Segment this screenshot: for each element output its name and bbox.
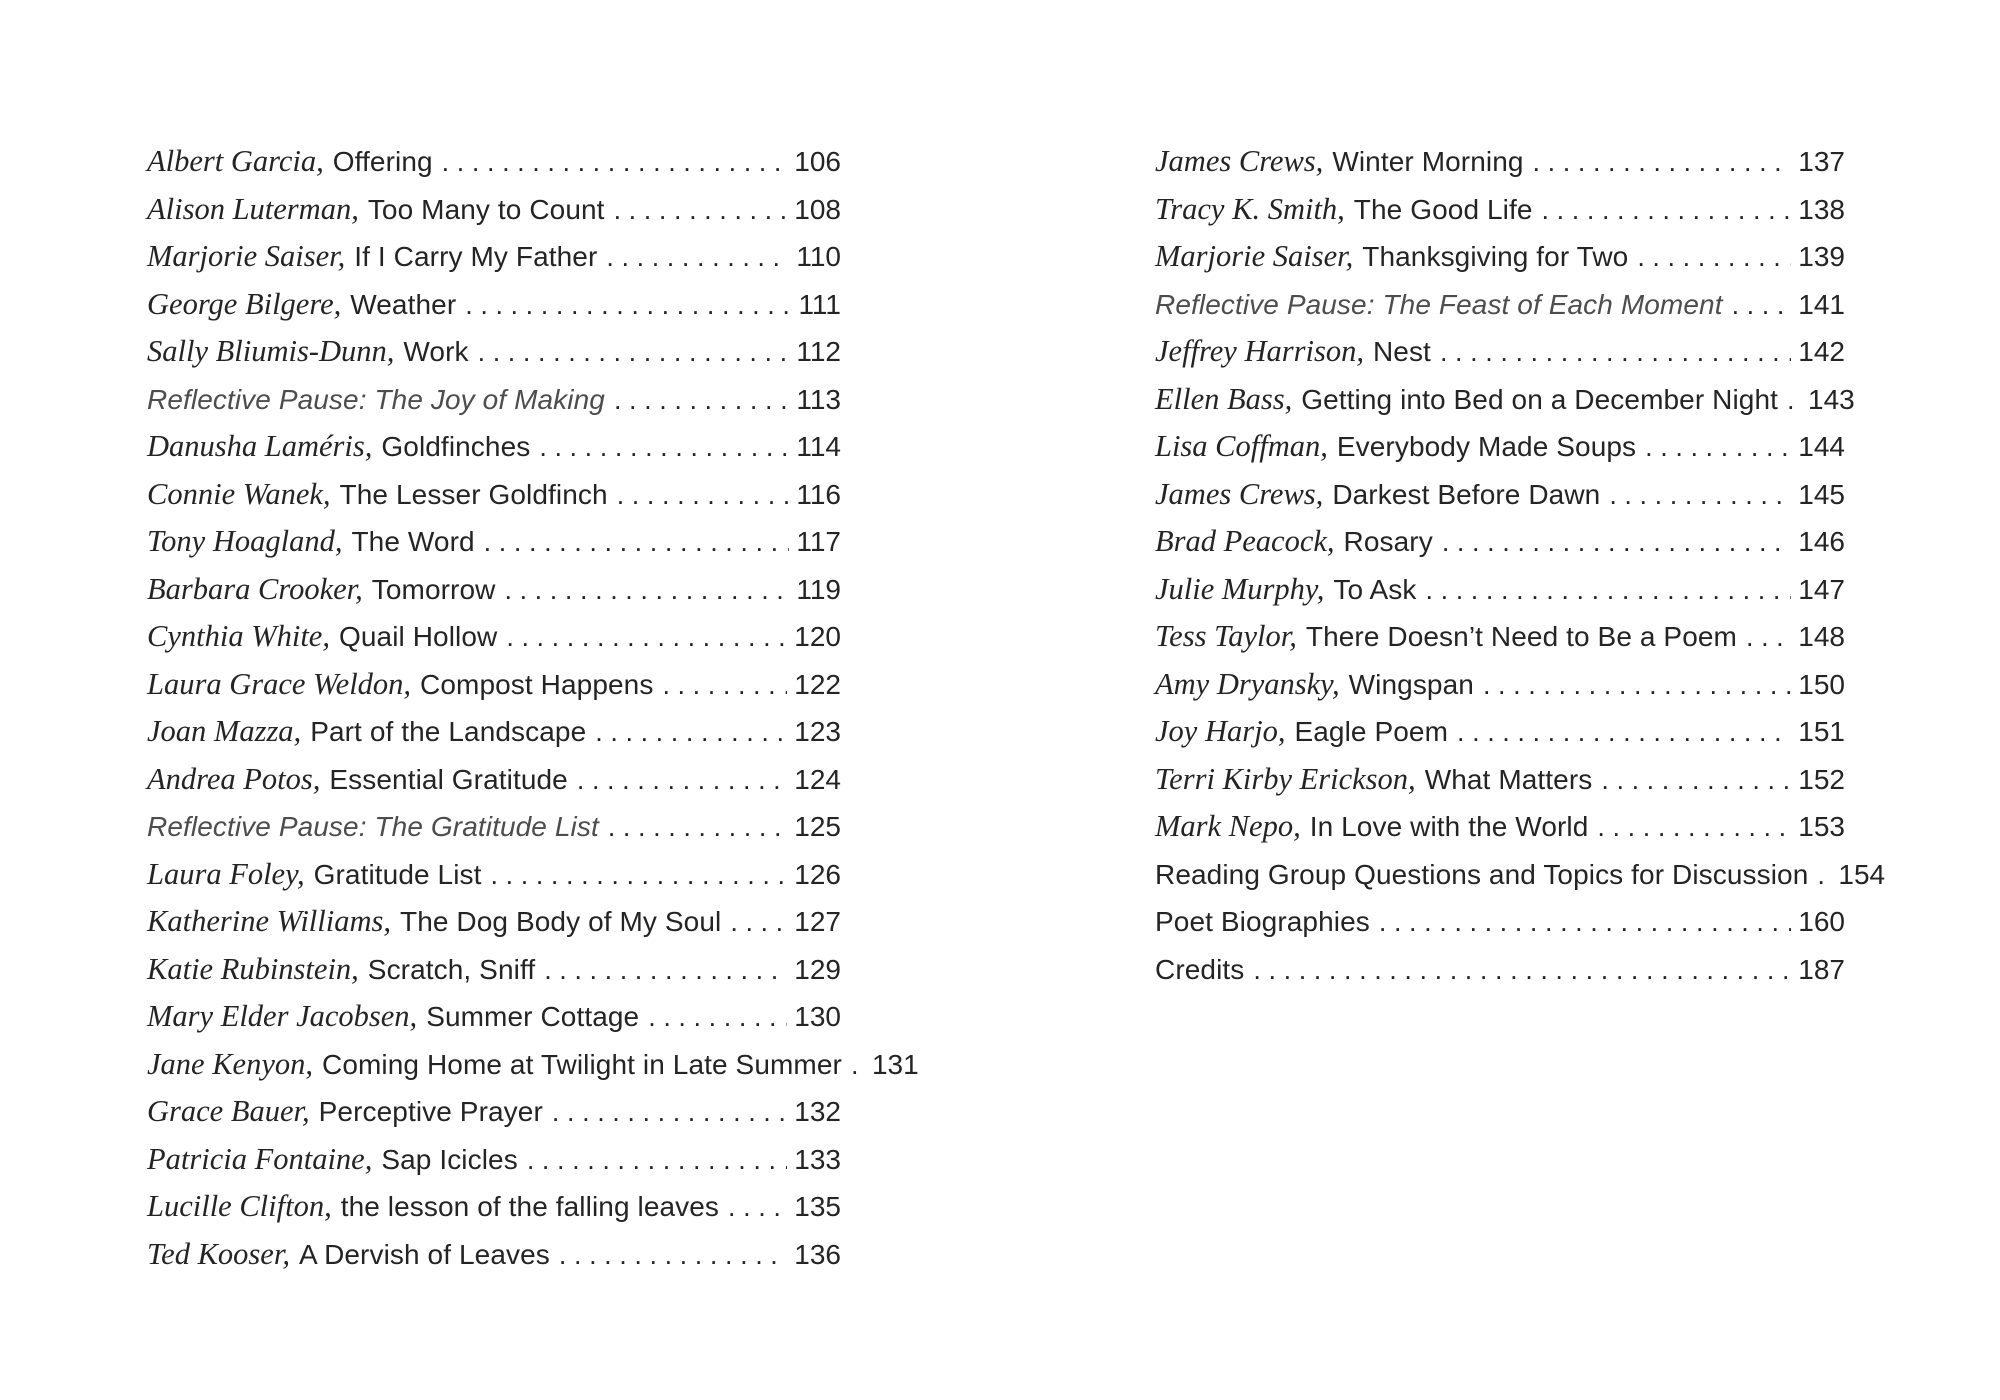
dot-leader [730, 898, 787, 947]
toc-entry [147, 138, 841, 186]
dot-leader [1637, 233, 1791, 282]
entry-page-number: 143 [1808, 383, 1855, 415]
entry-title: Everybody Made Soups [1336, 431, 1637, 462]
entry-page-number: 113 [796, 383, 841, 415]
dot-leader [1440, 328, 1791, 377]
dot-leader [552, 1088, 787, 1137]
entry-page-number: 131 [871, 1048, 919, 1080]
entry-author: Grace Bauer, [147, 1094, 310, 1128]
entry-page-number: 129 [794, 953, 841, 985]
dot-leader [465, 281, 791, 330]
entry-page-number: 116 [796, 478, 841, 510]
entry-page-number: 146 [1798, 526, 1845, 557]
entry-author: Barbara Crooker, [147, 571, 363, 606]
entry-author: James Crews, [1155, 476, 1324, 511]
entry-author: Lucille Clifton, [147, 1189, 332, 1223]
entry-page-number: 110 [796, 241, 841, 272]
entry-author: Albert Garcia, [147, 144, 324, 178]
entry-author: Sally Bliumis-Dunn, [147, 334, 395, 368]
entry-page-number: 150 [1798, 668, 1845, 700]
entry-page-number: 147 [1798, 573, 1845, 605]
toc-entry [147, 186, 841, 234]
entry-page-number: 145 [1798, 478, 1845, 510]
dot-leader [1253, 946, 1791, 995]
entry-author: Ted Kooser, [147, 1236, 290, 1271]
entry-page-number: 108 [794, 193, 841, 225]
entry-author: Tess Taylor, [1155, 619, 1297, 653]
entry-page-number: 106 [794, 146, 841, 177]
entry-title: Darkest Before Dawn [1332, 478, 1601, 510]
entry-page-number: 117 [796, 526, 841, 557]
entry-title: Work [403, 336, 469, 367]
entry-title: Eagle Poem [1294, 716, 1448, 747]
entry-title: What Matters [1424, 763, 1593, 795]
toc-entry [1155, 423, 1845, 471]
entry-page-number: 152 [1798, 763, 1845, 795]
entry-author: Terri Kirby Erickson, [1155, 761, 1416, 796]
dot-leader [1817, 851, 1831, 900]
entry-page-number: 151 [1798, 716, 1845, 747]
entry-page-number: 187 [1798, 953, 1845, 985]
toc-entry [147, 423, 841, 471]
entry-page-number: 160 [1798, 906, 1845, 937]
dot-leader [648, 993, 787, 1042]
toc-entry [147, 1088, 841, 1136]
dot-leader [1542, 186, 1792, 235]
entry-title: Reflective Pause: The Joy of Making [147, 383, 605, 415]
entry-title: the lesson of the falling leaves [340, 1191, 720, 1222]
dot-leader [851, 1041, 865, 1090]
entry-author: Alison Luterman, [147, 191, 359, 226]
dot-leader [606, 233, 789, 282]
toc-entry [147, 708, 841, 756]
dot-leader [442, 138, 788, 187]
toc-entry [147, 898, 841, 946]
entry-title: Reflective Pause: The Feast of Each Moment [1155, 288, 1723, 320]
entry-title: Rosary [1343, 526, 1433, 557]
entry-page-number: 120 [794, 621, 841, 652]
entry-author: Jeffrey Harrison, [1155, 334, 1364, 368]
entry-author: Katie Rubinstein, [147, 951, 359, 986]
entry-page-number: 133 [794, 1143, 841, 1175]
entry-title: Getting into Bed on a December Night [1301, 383, 1779, 415]
entry-author: Patricia Fontaine, [147, 1141, 373, 1176]
dot-leader [1645, 423, 1791, 472]
entry-page-number: 123 [794, 716, 841, 747]
toc-entry [147, 803, 841, 851]
dot-leader [506, 613, 787, 662]
entry-author: Cynthia White, [147, 619, 330, 653]
entry-page-number: 111 [798, 288, 841, 320]
dot-leader [544, 946, 787, 995]
entry-title: Goldfinches [381, 431, 531, 462]
toc-entry [147, 1183, 841, 1231]
toc-entry [147, 471, 841, 519]
dot-leader [1732, 281, 1792, 330]
entry-title: Too Many to Count [367, 193, 605, 225]
toc-entry [1155, 328, 1845, 376]
entry-title: In Love with the World [1309, 811, 1589, 842]
toc-entry [147, 566, 841, 614]
entry-page-number: 144 [1798, 431, 1845, 462]
toc-entry [1155, 946, 1845, 994]
dot-leader [1379, 898, 1791, 947]
entry-author: Andrea Potos, [147, 761, 321, 796]
toc-entry [1155, 708, 1845, 756]
dot-leader [1483, 661, 1791, 710]
entry-page-number: 124 [794, 763, 841, 795]
entry-author: Katherine Williams, [147, 904, 391, 938]
toc-entry [1155, 186, 1845, 234]
entry-author: Ellen Bass, [1155, 381, 1293, 416]
entry-author: Marjorie Saiser, [147, 239, 346, 273]
toc-entry [1155, 661, 1845, 709]
entry-page-number: 126 [794, 858, 841, 890]
entry-title: The Lesser Goldfinch [339, 478, 608, 510]
entry-title: Thanksgiving for Two [1362, 241, 1629, 272]
entry-author: Tony Hoagland, [147, 524, 343, 558]
dot-leader [1597, 803, 1791, 852]
entry-author: Laura Grace Weldon, [147, 666, 412, 701]
entry-title: Gratitude List [313, 858, 482, 890]
entry-title: Perceptive Prayer [318, 1096, 543, 1127]
dot-leader [1746, 613, 1791, 662]
entry-author: Connie Wanek, [147, 476, 331, 511]
toc-entry [147, 328, 841, 376]
toc-entry [1155, 518, 1845, 566]
toc-entry [147, 376, 841, 424]
entry-title: Tomorrow [371, 573, 496, 605]
entry-title: Poet Biographies [1155, 906, 1370, 937]
entry-page-number: 127 [794, 906, 841, 937]
entry-title: The Good Life [1353, 193, 1533, 225]
entry-title: Reflective Pause: The Gratitude List [147, 811, 599, 842]
entry-title: Compost Happens [420, 668, 654, 700]
toc-entry [147, 1231, 841, 1279]
toc-entry [147, 946, 841, 994]
entry-author: Mark Nepo, [1155, 809, 1301, 843]
entry-author: Danusha Laméris, [147, 429, 373, 463]
entry-title: Sap Icicles [381, 1143, 518, 1175]
entry-page-number: 148 [1798, 621, 1845, 652]
toc-entry [147, 518, 841, 566]
entry-page-number: 114 [796, 431, 841, 462]
toc-entry [1155, 851, 1886, 899]
entry-author: Jane Kenyon, [147, 1046, 313, 1081]
entry-page-number: 153 [1798, 811, 1845, 842]
toc-entry [147, 281, 841, 329]
entry-author: George Bilgere, [147, 286, 342, 321]
dot-leader [608, 803, 787, 852]
entry-page-number: 142 [1798, 336, 1845, 367]
toc-entry [1155, 898, 1845, 946]
dot-leader [614, 186, 788, 235]
dot-leader [577, 756, 787, 805]
entry-page-number: 154 [1838, 858, 1886, 890]
toc-entry [147, 993, 841, 1041]
toc-entry [1155, 471, 1845, 519]
entry-title: There Doesn’t Need to Be a Poem [1305, 621, 1737, 652]
dot-leader [559, 1231, 787, 1280]
entry-author: Mary Elder Jacobsen, [147, 999, 418, 1033]
toc-entry [1155, 803, 1845, 851]
entry-page-number: 141 [1798, 288, 1845, 320]
dot-leader [527, 1136, 787, 1185]
toc-entry [147, 756, 841, 804]
dot-leader [1457, 708, 1791, 757]
toc-entry [147, 233, 841, 281]
entry-author: Marjorie Saiser, [1155, 239, 1354, 273]
dot-leader [1609, 471, 1791, 520]
dot-leader [491, 851, 788, 900]
entry-page-number: 122 [794, 668, 841, 700]
entry-page-number: 112 [796, 336, 841, 367]
entry-title: To Ask [1333, 573, 1417, 605]
entry-author: Amy Dryansky, [1155, 666, 1340, 701]
entry-author: Laura Foley, [147, 856, 305, 891]
toc-entry [147, 1041, 919, 1089]
dot-leader [595, 708, 787, 757]
toc-entry [147, 661, 841, 709]
dot-leader [617, 471, 790, 520]
entry-page-number: 130 [794, 1001, 841, 1032]
toc-entry [147, 851, 841, 899]
entry-title: Wingspan [1348, 668, 1474, 700]
dot-leader [1787, 376, 1801, 425]
entry-author: Julie Murphy, [1155, 571, 1325, 606]
entry-page-number: 137 [1798, 146, 1845, 177]
entry-page-number: 132 [794, 1096, 841, 1127]
dot-leader [1442, 518, 1791, 567]
toc-entry [1155, 756, 1845, 804]
entry-title: A Dervish of Leaves [298, 1238, 550, 1270]
toc-entry [1155, 138, 1845, 186]
toc-entry [147, 613, 841, 661]
dot-leader [662, 661, 787, 710]
entry-title: Summer Cottage [426, 1001, 640, 1032]
entry-author: Joy Harjo, [1155, 714, 1286, 748]
entry-title: Essential Gratitude [329, 763, 568, 795]
entry-title: Nest [1372, 336, 1431, 367]
toc-entry [1155, 613, 1845, 661]
entry-page-number: 125 [794, 811, 841, 842]
entry-title: Scratch, Sniff [367, 953, 536, 985]
entry-title: Offering [332, 146, 433, 177]
entry-title: Part of the Landscape [310, 716, 587, 747]
toc-entry [147, 1136, 841, 1184]
entry-page-number: 136 [794, 1238, 841, 1270]
dot-leader [539, 423, 789, 472]
dot-leader [1533, 138, 1792, 187]
entry-title: Weather [350, 288, 457, 320]
toc-entry [1155, 233, 1845, 281]
entry-author: Lisa Coffman, [1155, 429, 1328, 463]
toc-entry [1155, 376, 1855, 424]
toc-entry [1155, 566, 1845, 614]
entry-page-number: 139 [1798, 241, 1845, 272]
entry-author: Joan Mazza, [147, 714, 302, 748]
toc-column-right [1155, 138, 1886, 993]
entry-page-number: 138 [1798, 193, 1845, 225]
dot-leader [728, 1183, 787, 1232]
entry-title: Credits [1155, 953, 1245, 985]
toc-column-left [147, 138, 919, 1278]
entry-title: Quail Hollow [338, 621, 498, 652]
entry-author: Brad Peacock, [1155, 524, 1335, 558]
entry-title: Coming Home at Twilight in Late Summer [322, 1048, 842, 1080]
entry-title: Winter Morning [1332, 146, 1524, 177]
entry-page-number: 135 [794, 1191, 841, 1222]
entry-title: The Dog Body of My Soul [400, 906, 722, 937]
dot-leader [504, 566, 789, 615]
dot-leader [484, 518, 790, 567]
dot-leader [478, 328, 790, 377]
dot-leader [614, 376, 789, 425]
entry-title: The Word [351, 526, 475, 557]
dot-leader [1426, 566, 1792, 615]
entry-author: Tracy K. Smith, [1155, 191, 1345, 226]
entry-title: If I Carry My Father [354, 241, 598, 272]
dot-leader [1601, 756, 1791, 805]
entry-page-number: 119 [796, 573, 841, 605]
entry-title: Reading Group Questions and Topics for Discussion [1155, 858, 1809, 890]
toc-entry [1155, 281, 1845, 329]
entry-author: James Crews, [1155, 144, 1324, 178]
